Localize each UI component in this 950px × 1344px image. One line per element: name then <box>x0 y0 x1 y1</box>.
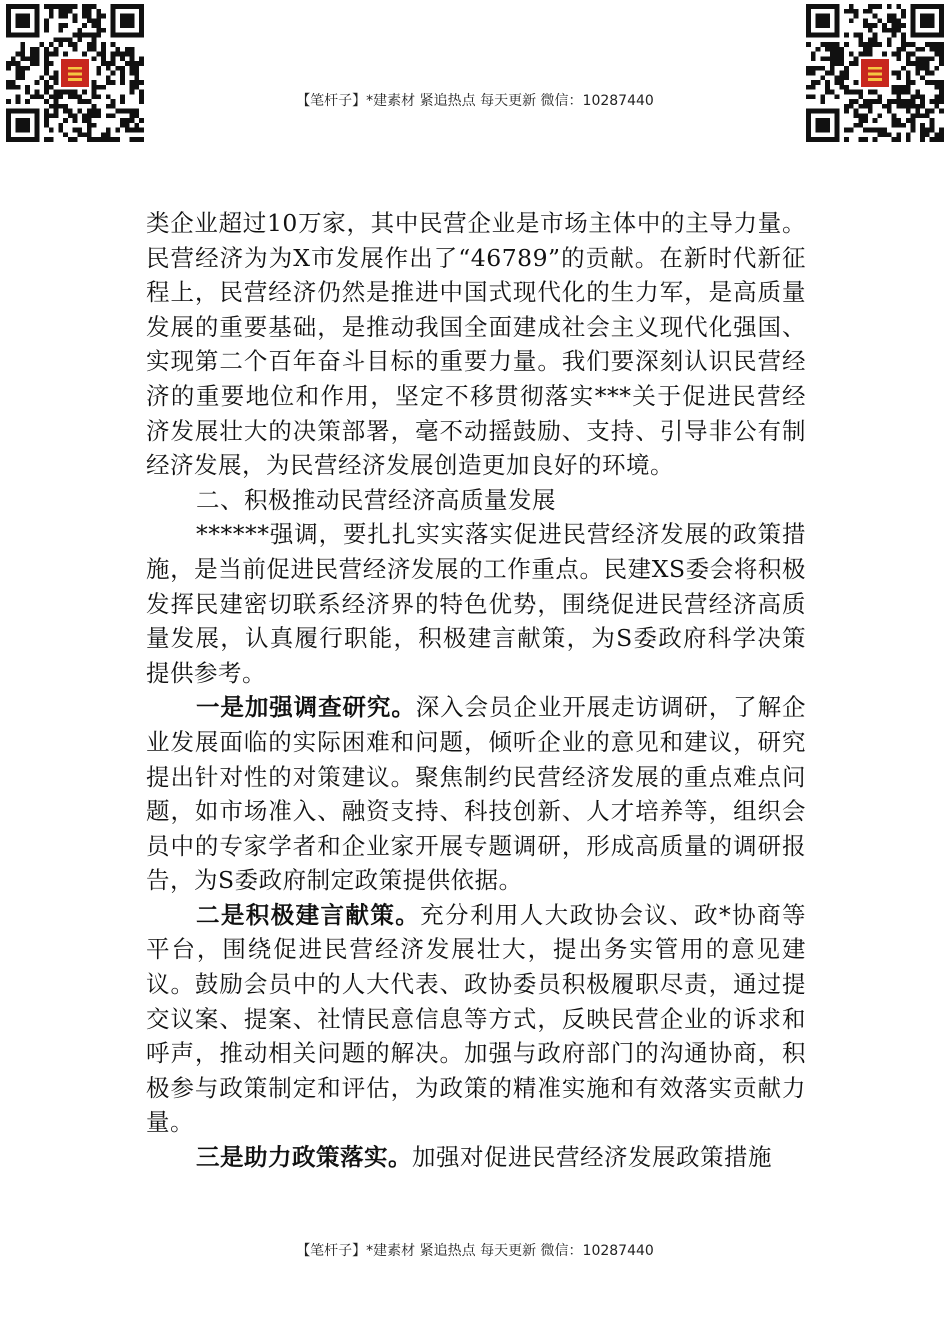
paragraph-3 <box>146 690 806 898</box>
qr-code-icon <box>806 4 944 142</box>
section-heading: 二、积极推动民营经济高质量发展 <box>196 485 556 514</box>
page-header: 【笔杆子】*建素材 紧追热点 每天更新 微信：10287440 <box>296 93 654 109</box>
qr-code-icon <box>6 4 144 142</box>
paragraph-4-lead: 二是积极建言献策。 <box>196 900 421 929</box>
paragraph-4-text: 充分利用人大政协会议、政*协商等平台，围绕促进民营经济发展壮大，提出务实管用的意见建议。鼓励会员中的人大代表、政协委员积极履职尽责，通过提交议案、提案、社情民意信息等方式，反映民营企业的诉求和呼声，推动相关问题的解决。加强与政府部门的沟通协商，积极参与政策制定和评估，为政策的精准实施和有效落实贡献力量。 <box>146 900 806 1137</box>
qr-code-right <box>806 4 944 142</box>
paragraph-1: 类企业超过10万家，其中民营企业是市场主体中的主导力量。民营经济为为X市发展作出了“46789”的贡献。在新时代新征程上，民营经济仍然是推进中国式现代化的生力军，是高质量发展的重要基础，是推动我国全面建成社会主义现代化强国、实现第二个百年奋斗目标的重要力量。我们要深刻认识民营经济的重要地位和作用，坚定不移贯彻落实***关于促进民营经济发展壮大的决策部署，毫不动摇鼓励、支持、引导非公有制经济发展，为民营经济发展创造更加良好的环境。 <box>146 209 806 480</box>
paragraph-5 <box>146 1140 806 1175</box>
paragraph-5-text: 加强对促进民营经济发展政策措施 <box>412 1143 772 1172</box>
qr-code-left <box>6 4 144 142</box>
paragraph-5-lead: 三是助力政策落实。 <box>196 1143 412 1172</box>
paragraph-4 <box>146 898 806 1140</box>
page-footer: 【笔杆子】*建素材 紧追热点 每天更新 微信：10287440 <box>296 1243 654 1259</box>
paragraph-3-lead: 一是加强调查研究。 <box>196 693 416 722</box>
paragraph-2: ******强调，要扎扎实实落实促进民营经济发展的政策措施，是当前促进民营经济发展的工作重点。民建XS委会将积极发挥民建密切联系经济界的特色优势，围绕促进民营经济高质量发展，认真履行职能，积极建言献策，为S委政府科学决策提供参考。 <box>146 520 806 687</box>
document-body <box>146 206 806 1175</box>
paragraph-3-text: 深入会员企业开展走访调研，了解企业发展面临的实际困难和问题，倾听企业的意见和建议，研究提出针对性的对策建议。聚焦制约民营经济发展的重点难点问题，如市场准入、融资支持、科技创新、人才培养等，组织会员中的专家学者和企业家开展专题调研，形成高质量的调研报告，为S委政府制定政策提供依据。 <box>146 693 806 895</box>
